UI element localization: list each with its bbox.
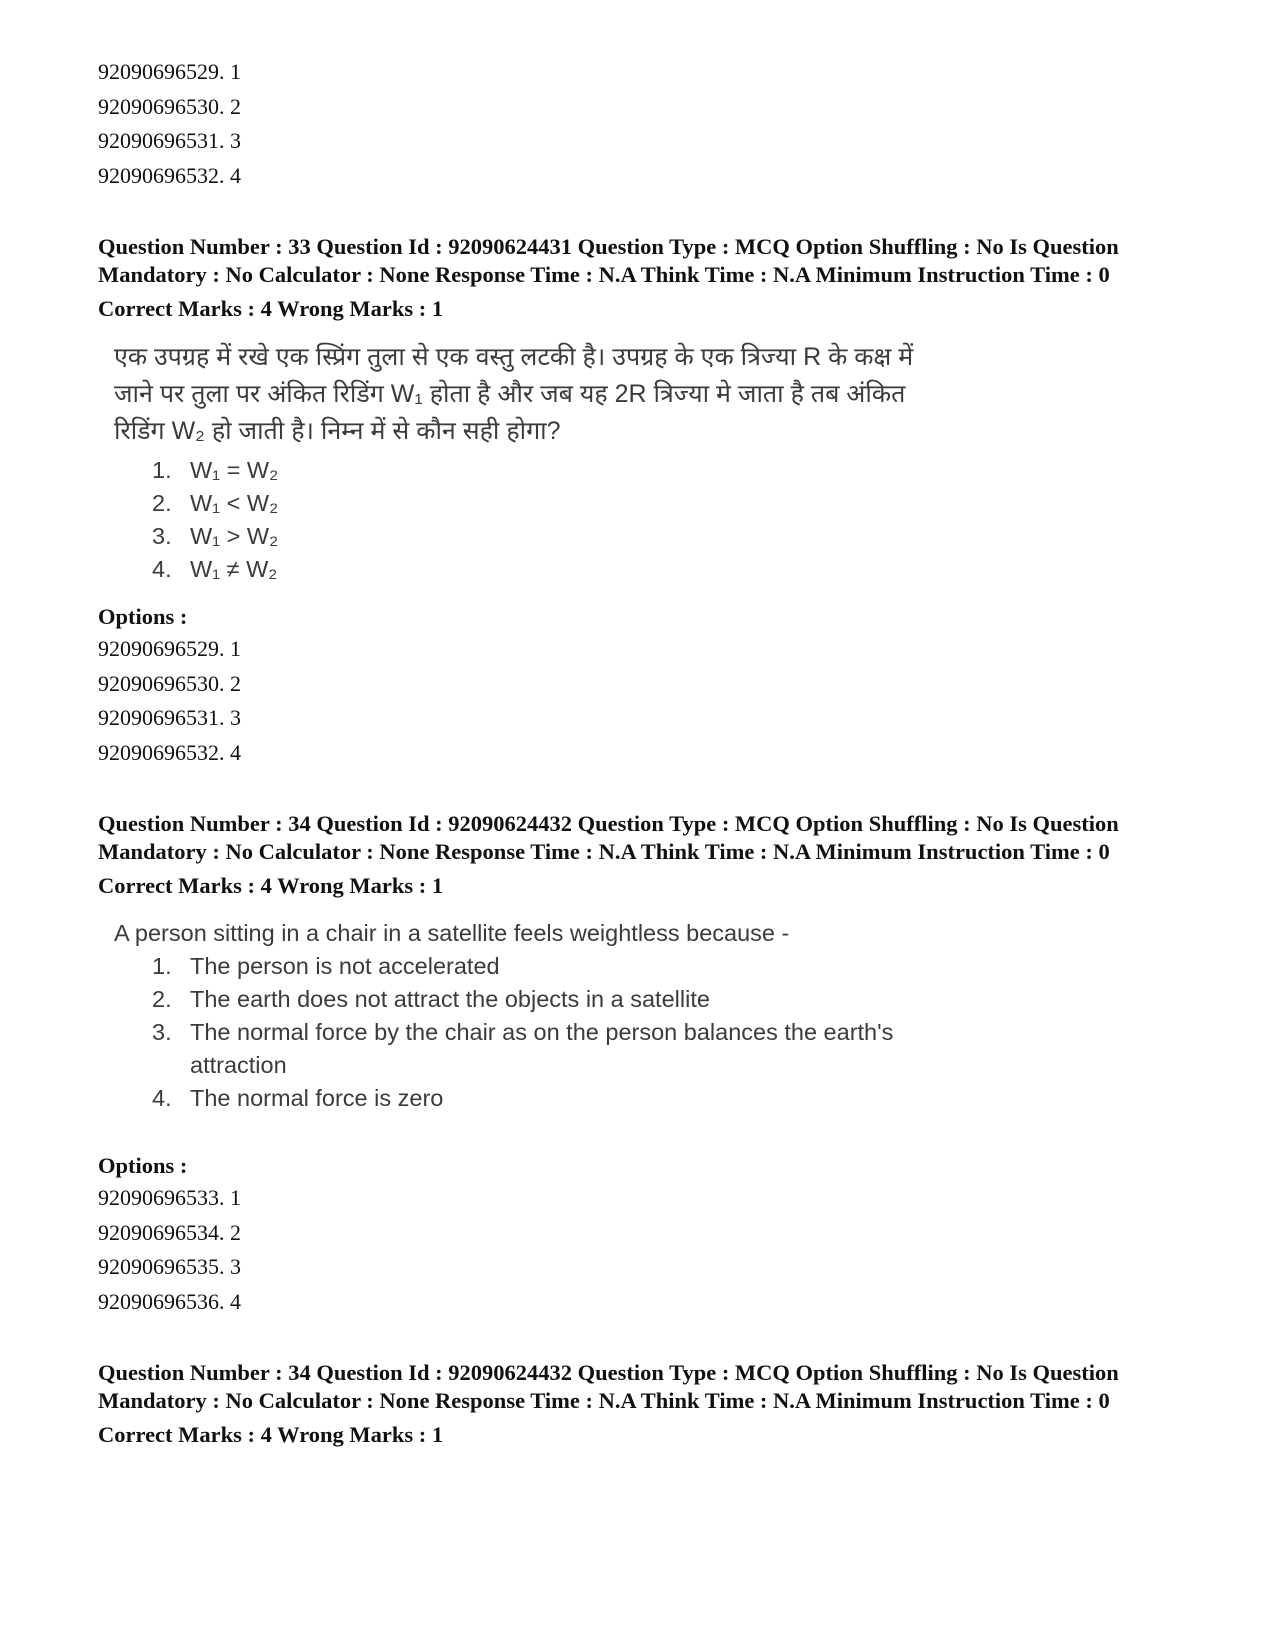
question-choices — [114, 950, 1275, 1115]
choice-text: The earth does not attract the objects in a satellite — [190, 986, 710, 1012]
options-label: Options : — [98, 1153, 188, 1178]
choice-item — [152, 950, 1275, 983]
question-marks: Correct Marks : 4 Wrong Marks : 1 — [98, 296, 444, 321]
question-text-line: रिडिंग W₂ हो जाती है। निम्न में से कौन सही होगा? — [114, 417, 561, 445]
choice-number: 3. — [152, 1019, 172, 1045]
option-line: 92090696534. 2 — [98, 1219, 241, 1245]
question-text-line: जाने पर तुला पर अंकित रिडिंग W₁ होता है और जब यह 2R त्रिज्या मे जाता है तब अंकित — [114, 380, 906, 408]
option-line: 92090696530. 2 — [98, 670, 241, 696]
choice-text: The person is not accelerated — [190, 953, 500, 979]
question-text-line: A person sitting in a chair in a satellite feels weightless because - — [114, 920, 790, 946]
question-33-block — [0, 233, 1275, 770]
choice-number: 3. — [152, 523, 172, 549]
option-line: 92090696529. 1 — [98, 59, 241, 84]
option-line: 92090696536. 4 — [98, 1288, 241, 1314]
choice-item — [152, 1016, 1275, 1082]
question-image — [114, 339, 1275, 586]
choice-item — [152, 1082, 1275, 1115]
options-label: Options : — [98, 604, 188, 629]
choice-item — [152, 983, 1275, 1016]
question-marks: Correct Marks : 4 Wrong Marks : 1 — [98, 1422, 444, 1447]
choice-text: The normal force by the chair as on the person balances the earth's attraction — [190, 1019, 894, 1078]
choice-item — [152, 520, 1275, 553]
choice-item — [152, 553, 1275, 586]
choice-number: 1. — [152, 953, 172, 979]
option-line: 92090696532. 4 — [98, 739, 241, 765]
choice-text: W₁ > W₂ — [190, 523, 279, 549]
choice-number: 4. — [152, 556, 172, 582]
question-choices — [114, 454, 1275, 586]
choice-number: 4. — [152, 1085, 172, 1111]
options-list — [0, 632, 1275, 770]
choice-text: W₁ < W₂ — [190, 490, 279, 516]
option-line: 92090696532. 4 — [98, 162, 241, 188]
choice-text: W₁ = W₂ — [190, 457, 279, 483]
question-34-repeat-block — [0, 1359, 1275, 1449]
option-line: 92090696531. 3 — [98, 128, 241, 153]
question-34-block — [0, 810, 1275, 1319]
question-meta: Question Number : 34 Question Id : 92090624432 Question Type : MCQ Option Shuffling : No Is Question Mandatory : No Calculator : None Response Time : N.A Think Time : N.A Minimum Instruction Time : 0 — [98, 1360, 1119, 1413]
choice-item — [152, 487, 1275, 520]
choice-text: W₁ ≠ W₂ — [190, 556, 278, 582]
choice-number: 2. — [152, 490, 172, 516]
question-image — [114, 916, 1275, 1115]
option-line: 92090696533. 1 — [98, 1185, 241, 1210]
option-line: 92090696535. 3 — [98, 1254, 241, 1279]
question-marks: Correct Marks : 4 Wrong Marks : 1 — [98, 873, 444, 898]
options-list — [0, 1181, 1275, 1319]
question-meta: Question Number : 34 Question Id : 92090624432 Question Type : MCQ Option Shuffling : No Is Question Mandatory : No Calculator : None Response Time : N.A Think Time : N.A Minimum Instruction Time : 0 — [98, 811, 1119, 864]
option-line: 92090696529. 1 — [98, 636, 241, 661]
option-line: 92090696531. 3 — [98, 705, 241, 730]
choice-item — [152, 454, 1275, 487]
top-options-list — [0, 0, 1275, 193]
choice-number: 1. — [152, 457, 172, 483]
question-text-line: एक उपग्रह में रखे एक स्प्रिंग तुला से एक वस्तु लटकी है। उपग्रह के एक त्रिज्या R के कक्ष में — [114, 343, 914, 371]
choice-text: The normal force is zero — [190, 1085, 444, 1111]
option-line: 92090696530. 2 — [98, 93, 241, 119]
question-meta: Question Number : 33 Question Id : 92090624431 Question Type : MCQ Option Shuffling : No Is Question Mandatory : No Calculator : None Response Time : N.A Think Time : N.A Minimum Instruction Time : 0 — [98, 234, 1119, 287]
choice-number: 2. — [152, 986, 172, 1012]
